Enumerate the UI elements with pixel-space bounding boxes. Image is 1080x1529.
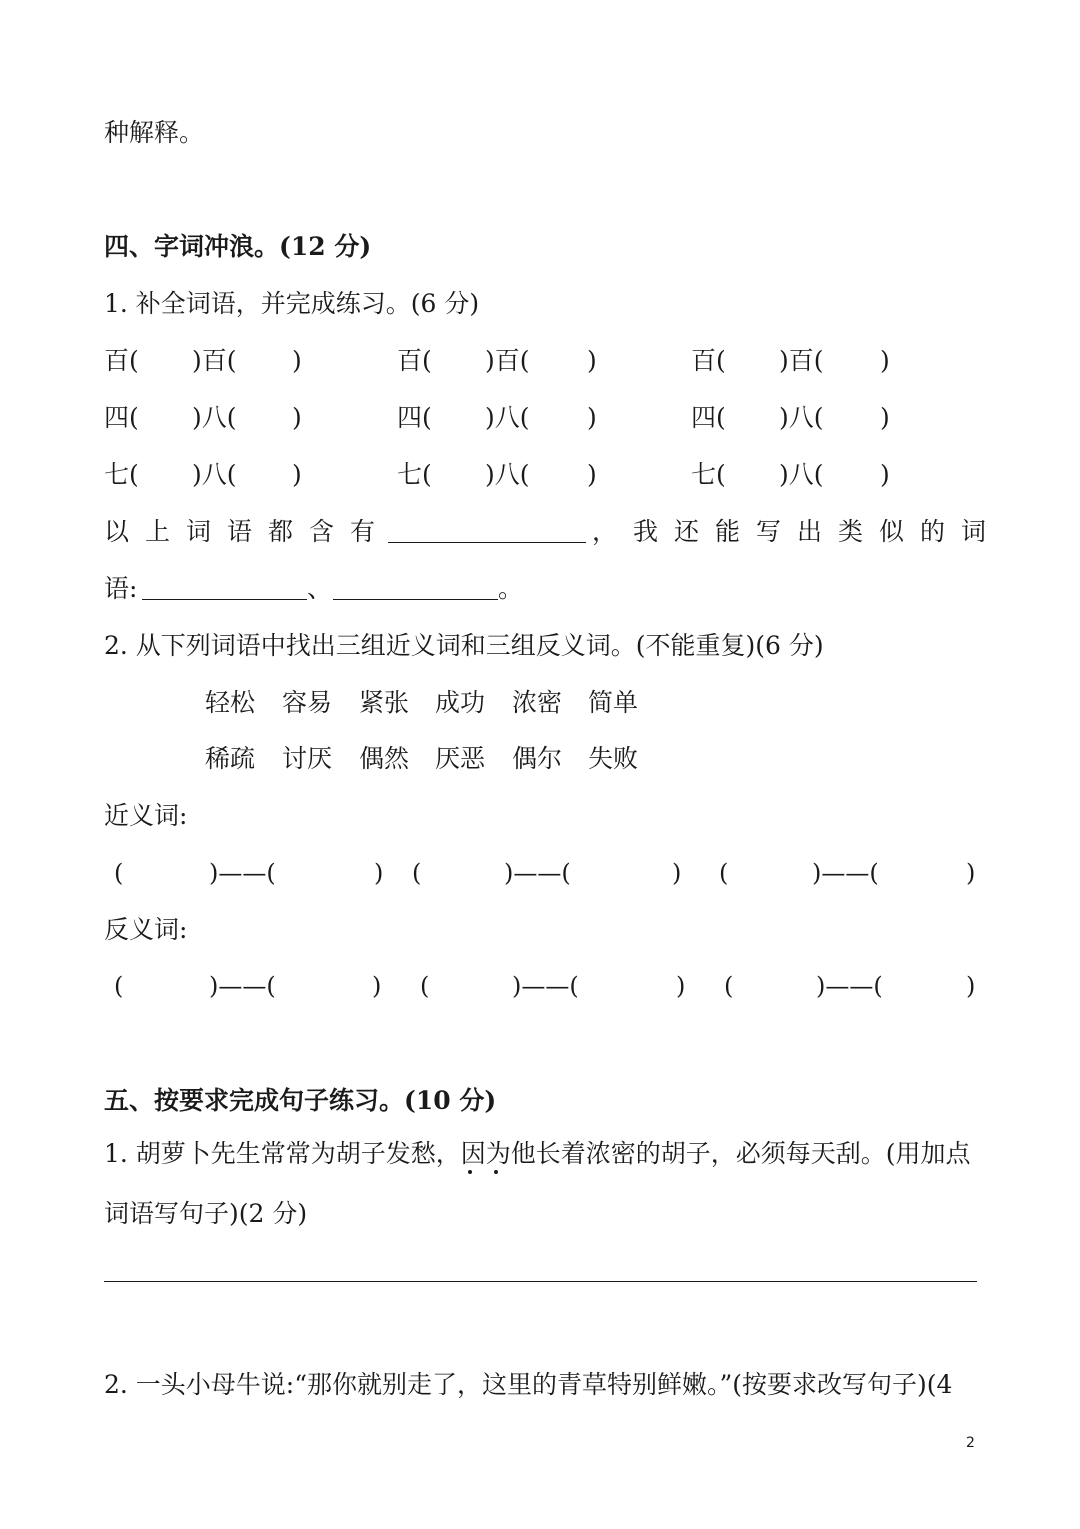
pair-open: ( <box>114 972 124 1000</box>
grid-cell-close: ) <box>880 346 890 375</box>
grid-cell-open: 四( <box>104 403 139 432</box>
word-item: 稀疏 <box>205 744 256 773</box>
pair-mid: )——( <box>816 972 883 1000</box>
grid-cell-mid: )八( <box>485 403 530 432</box>
s5-q1-line2: 词语写句子)(2 分) <box>104 1199 308 1228</box>
grid-cell-mid: )八( <box>485 460 530 489</box>
section4-heading: 四、字词冲浪。(12 分) <box>104 232 372 261</box>
grid-cell-close: ) <box>292 346 302 375</box>
pair-open: ( <box>412 859 422 887</box>
word-item: 轻松 <box>205 688 256 717</box>
grid-cell-mid: )八( <box>779 460 824 489</box>
grid-cell-close: ) <box>587 460 597 489</box>
pair-open: ( <box>420 972 430 1000</box>
fill-line2-sep: 、 <box>307 574 333 603</box>
pair-mid: )——( <box>512 972 579 1000</box>
pair-mid: )——( <box>209 972 276 1000</box>
pair-close: ) <box>966 859 976 887</box>
section5-heading: 五、按要求完成句子练习。(10 分) <box>104 1086 497 1115</box>
word-item: 讨厌 <box>282 744 333 773</box>
grid-row <box>104 344 984 378</box>
fill-blank-3[interactable] <box>333 577 498 600</box>
page-number: 2 <box>966 1435 975 1451</box>
fill-line2-head: 语: <box>104 574 138 603</box>
pair-open: ( <box>114 859 124 887</box>
s5-q1-line1: 1. 胡萝卜先生常常为胡子发愁，因为他长着浓密的胡子，必须每天刮。(用加点 <box>104 1139 971 1168</box>
fill-blank-2[interactable] <box>142 577 307 600</box>
word-item: 容易 <box>282 688 333 717</box>
pair-close: ) <box>372 972 382 1000</box>
pair-close: ) <box>374 859 384 887</box>
grid-cell-mid: )八( <box>192 403 237 432</box>
pair-close: ) <box>966 972 976 1000</box>
emphasis-dot <box>468 1170 472 1174</box>
word-item: 失败 <box>588 744 639 773</box>
grid-row <box>104 401 984 435</box>
fill-line2-end: 。 <box>498 574 524 603</box>
grid-cell-open: 七( <box>691 460 726 489</box>
grid-cell-open: 百( <box>397 346 432 375</box>
fill-blank-1[interactable] <box>388 520 586 543</box>
antonym-label: 反义词: <box>104 915 188 944</box>
pair-open: ( <box>719 859 729 887</box>
grid-cell-mid: )百( <box>485 346 530 375</box>
word-item: 紧张 <box>359 688 410 717</box>
grid-cell-open: 四( <box>397 403 432 432</box>
pair-mid: )——( <box>504 859 571 887</box>
synonym-label: 近义词: <box>104 801 188 830</box>
grid-cell-open: 七( <box>397 460 432 489</box>
word-item: 偶尔 <box>512 744 563 773</box>
grid-cell-close: ) <box>880 403 890 432</box>
grid-row <box>104 458 984 492</box>
grid-cell-close: ) <box>587 403 597 432</box>
grid-cell-mid: )八( <box>779 403 824 432</box>
pair-mid: )——( <box>812 859 879 887</box>
s5-q2-line1: 2. 一头小母牛说:“那你就别走了，这里的青草特别鲜嫩。”(按要求改写句子)(4 <box>104 1370 953 1399</box>
grid-cell-close: ) <box>292 403 302 432</box>
pair-open: ( <box>724 972 734 1000</box>
grid-cell-open: 七( <box>104 460 139 489</box>
grid-cell-mid: )百( <box>192 346 237 375</box>
grid-cell-open: 百( <box>104 346 139 375</box>
q2-prompt: 2. 从下列词语中找出三组近义词和三组反义词。(不能重复)(6 分) <box>104 631 824 660</box>
pair-close: ) <box>672 859 682 887</box>
word-item: 厌恶 <box>435 744 486 773</box>
grid-cell-open: 百( <box>691 346 726 375</box>
grid-cell-open: 四( <box>691 403 726 432</box>
fill-line1-tail: ，我还能写出类似的词 <box>592 517 1003 546</box>
fill-line1-text: 以上词语都含有 <box>104 517 392 546</box>
grid-cell-close: ) <box>292 460 302 489</box>
grid-cell-close: ) <box>880 460 890 489</box>
word-item: 成功 <box>435 688 486 717</box>
grid-cell-close: ) <box>587 346 597 375</box>
grid-cell-mid: )百( <box>779 346 824 375</box>
word-item: 浓密 <box>512 688 563 717</box>
q1-prompt: 1. 补全词语，并完成练习。(6 分) <box>104 289 480 318</box>
pair-close: ) <box>676 972 686 1000</box>
grid-cell-mid: )八( <box>192 460 237 489</box>
pair-mid: )——( <box>209 859 276 887</box>
emphasis-dot <box>494 1170 498 1174</box>
answer-line[interactable] <box>104 1281 977 1282</box>
intro-tail: 种解释。 <box>104 118 205 147</box>
word-item: 简单 <box>588 688 639 717</box>
word-item: 偶然 <box>359 744 410 773</box>
